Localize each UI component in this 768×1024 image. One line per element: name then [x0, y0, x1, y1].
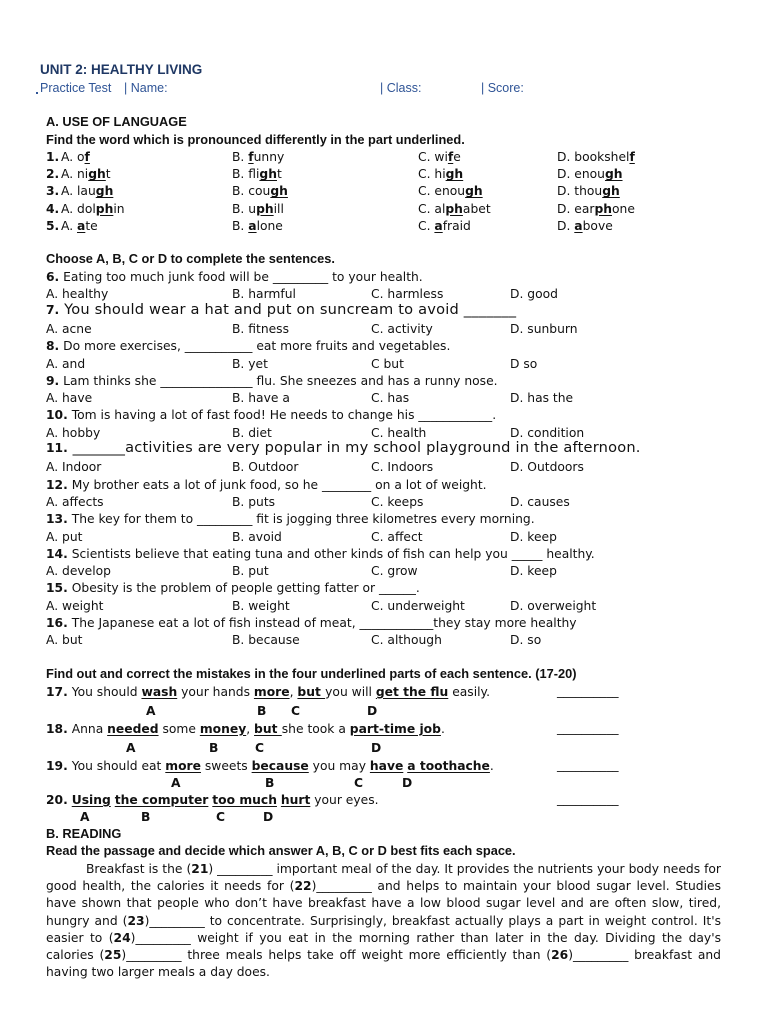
underlined-part: gh — [602, 184, 620, 199]
option-c: C. health — [371, 425, 427, 440]
underlined-part: gh — [88, 167, 106, 182]
option-text: abet — [462, 201, 491, 216]
answer-blank: __________ — [557, 758, 619, 772]
option-d: D. keep — [510, 529, 557, 544]
error-sentence — [46, 684, 490, 700]
letter-a: A — [126, 741, 136, 755]
underlined-part: more — [165, 759, 201, 773]
option-text: C. — [418, 218, 435, 233]
underlined-part: more — [253, 685, 290, 699]
question-number: 16. — [46, 616, 68, 630]
option-b: B. yet — [232, 356, 268, 371]
question-number: 15. — [46, 581, 68, 596]
option-a: A. weight — [46, 598, 104, 613]
sentence-text: . — [489, 759, 494, 773]
letter-c: C — [255, 741, 265, 755]
answer-blank: __________ — [557, 684, 619, 698]
option-c: C. harmless — [371, 287, 444, 302]
option-b — [232, 149, 284, 165]
option-a: A. hobby — [46, 425, 101, 440]
option-d: D. overweight — [510, 598, 597, 613]
option-text: A. o — [61, 150, 85, 164]
option-d: D. condition — [510, 425, 585, 440]
sentence-text: , — [246, 722, 255, 736]
option-text: A. — [61, 218, 78, 233]
score-label: | Score: — [481, 81, 524, 95]
option-a: A. but — [46, 633, 83, 648]
option-text: A. dol — [61, 201, 96, 216]
question-text: Obesity is the problem of people getting fatter or ______. — [67, 581, 420, 596]
option-a — [61, 166, 111, 182]
question-number: 4. — [46, 201, 60, 216]
underlined-part: a — [574, 218, 583, 233]
option-c: C. grow — [371, 564, 418, 579]
underlined-part: gh — [445, 167, 464, 182]
reading-passage — [46, 861, 721, 981]
option-text: D. — [557, 218, 575, 233]
blank-number: 22 — [294, 879, 312, 894]
question-stem — [46, 407, 496, 423]
underlined-part: a — [434, 218, 443, 233]
option-text: e — [453, 150, 461, 164]
passage-segment: )_________ and helps to maintain your blood sugar level. Studies have shown that people who don’t have breakfast have a low blood sugar level and are often slow, tired, hungry and ( — [46, 879, 721, 928]
passage-segment: )_________ breakfast and having two larger meals a day does. — [46, 948, 721, 980]
option-c: C. underweight — [371, 598, 465, 613]
sentence-text: you will — [325, 685, 376, 699]
unit-title: UNIT 2: HEALTHY LIVING — [40, 62, 203, 77]
letter-a: A — [171, 776, 181, 790]
question-stem — [46, 269, 423, 285]
option-text: t — [105, 167, 111, 182]
underlined-part: gh — [604, 167, 623, 182]
option-a: A. affects — [46, 494, 104, 509]
option-text: t — [276, 167, 282, 182]
option-b: B. fitness — [232, 321, 289, 336]
option-b: B. weight — [232, 598, 290, 613]
error-instruction: Find out and correct the mistakes in the four underlined parts of each sentence. (17-20) — [46, 666, 577, 681]
underlined-part: gh — [465, 184, 483, 199]
option-b — [232, 183, 288, 199]
underlined-part: too much — [212, 793, 277, 807]
practice-label: Practice Test — [40, 81, 112, 95]
question-number: 1. — [46, 150, 60, 164]
section-a-title: A. USE OF LANGUAGE — [46, 114, 187, 129]
name-label: | Name: — [124, 81, 168, 95]
option-c: C. has — [371, 391, 410, 406]
question-number: 17. — [46, 685, 68, 699]
underlined-part: f — [248, 150, 254, 164]
passage-text — [46, 861, 721, 981]
option-a — [61, 201, 125, 217]
question-number: 19. — [46, 759, 68, 773]
passage-segment: )_________ weight if you eat in the morning rather than later in the day. Dividing the day's calories ( — [46, 930, 721, 963]
question-number: 7. — [46, 302, 60, 317]
underlined-part: have — [369, 759, 404, 773]
sentence-text: sweets — [200, 759, 252, 773]
option-b — [232, 201, 284, 217]
letter-b: B — [257, 704, 267, 718]
option-c: C. activity — [371, 321, 433, 336]
question-stem — [46, 546, 595, 562]
passage-segment: )_________ to concentrate. Surprisingly, breakfast actually plays a part in weight control. It's easier to ( — [46, 913, 721, 945]
question-text: Eating too much junk food will be _________ to your health. — [59, 270, 423, 284]
option-text: C. enou — [418, 184, 466, 199]
option-text: B. fli — [232, 167, 260, 182]
option-b: B. puts — [232, 494, 276, 509]
question-number: 20. — [46, 793, 68, 807]
option-c — [418, 149, 461, 165]
blank-number: 25 — [104, 948, 122, 963]
option-text: D. enou — [557, 167, 605, 182]
option-a — [61, 218, 98, 234]
option-text: bove — [582, 218, 613, 233]
underlined-part: a — [248, 218, 257, 233]
option-text: lone — [256, 218, 283, 233]
class-label: | Class: — [380, 81, 422, 95]
question-text: Do more exercises, ___________ eat more fruits and vegetables. — [59, 339, 451, 354]
sentence-text: . — [440, 722, 445, 736]
option-c: C. Indoors — [371, 460, 434, 475]
blank-number: 24 — [113, 930, 131, 945]
letter-c: C — [216, 810, 226, 824]
question-number: 6. — [46, 270, 60, 284]
question-stem — [46, 511, 535, 527]
question-text: My brother eats a lot of junk food, so he ________ on a lot of weight. — [67, 477, 487, 492]
option-text: te — [85, 218, 98, 233]
underlined-part: a toothache — [407, 759, 490, 773]
option-d: D. so — [510, 633, 542, 648]
option-text: B. cou — [232, 184, 271, 199]
question-number: 13. — [46, 512, 68, 527]
option-text: A. ni — [61, 167, 89, 182]
underlined-part: ph — [95, 201, 114, 216]
option-b — [232, 218, 283, 234]
option-text: in — [113, 201, 125, 216]
sentence-text: she took a — [281, 722, 350, 736]
question-text: You should wear a hat and put on suncream to avoid _______ — [59, 300, 517, 318]
blank-number: 21 — [191, 862, 209, 876]
letter-a: A — [146, 704, 156, 718]
underlined-part: f — [447, 150, 454, 164]
sentence-text: your hands — [177, 685, 254, 699]
option-d: D. good — [510, 287, 558, 302]
option-text: fraid — [442, 218, 471, 233]
blank-number: 23 — [127, 913, 145, 928]
underlined-part: but — [297, 685, 326, 699]
option-text: unny — [253, 150, 285, 164]
underlined-part: get the flu — [375, 685, 449, 699]
sentence-text: You should — [67, 685, 142, 699]
option-d: D. sunburn — [510, 321, 578, 336]
letter-d: D — [263, 810, 274, 824]
sentence-text: easily. — [448, 685, 490, 699]
option-a — [61, 183, 113, 199]
option-text: B. — [232, 150, 249, 164]
option-d — [557, 166, 623, 182]
question-text: Scientists believe that eating tuna and other kinds of fish can help you _____ healthy. — [67, 546, 595, 561]
option-d: D. causes — [510, 494, 570, 509]
question-number: 5. — [46, 218, 60, 233]
sentence-text: Anna — [67, 722, 108, 736]
error-sentence — [46, 758, 494, 774]
reading-instruction: Read the passage and decide which answer A, B, C or D best fits each space. — [46, 843, 516, 858]
letter-b: B — [141, 810, 151, 824]
underlined-part: wash — [141, 685, 178, 699]
question-number: 9. — [46, 373, 60, 388]
question-stem — [46, 338, 450, 354]
underlined-part: f — [84, 150, 90, 164]
option-d: D. keep — [510, 564, 557, 579]
option-b: B. avoid — [232, 529, 282, 544]
sentence-text: some — [158, 722, 200, 736]
question-text: _______activities are very popular in my school playground in the afternoon. — [67, 439, 641, 456]
underlined-part: but — [254, 722, 282, 736]
underlined-part: ph — [256, 201, 274, 216]
question-number: 11. — [46, 441, 68, 455]
sentence-text: your eyes. — [310, 793, 379, 807]
question-number: 8. — [46, 339, 60, 354]
underlined-part: gh — [95, 184, 114, 199]
option-text: C. hi — [418, 167, 446, 182]
passage-segment: )_________ three meals helps take off weight more efficiently than ( — [121, 948, 552, 963]
option-c: C. keeps — [371, 494, 424, 509]
option-a: A. develop — [46, 564, 111, 579]
option-a: A. acne — [46, 321, 92, 336]
letter-b: B — [265, 776, 275, 790]
option-text: C. wi — [418, 150, 448, 164]
question-text: Lam thinks she _______________ flu. She sneezes and has a runny nose. — [59, 373, 498, 388]
option-c: C but — [371, 356, 404, 371]
option-a: A. and — [46, 356, 86, 371]
option-d: D. Outdoors — [510, 460, 584, 475]
answer-blank: __________ — [557, 721, 619, 735]
option-text: B. u — [232, 201, 257, 216]
question-stem — [46, 302, 516, 318]
option-text: D. bookshel — [557, 150, 630, 164]
letter-d: D — [367, 704, 378, 718]
option-b: B. Outdoor — [232, 460, 299, 475]
option-text: A. lau — [61, 184, 96, 199]
option-a: A. Indoor — [46, 460, 102, 475]
underlined-part: Using — [71, 793, 111, 807]
option-d: D. has the — [510, 391, 574, 406]
passage-segment: ) _________ important meal of the day. It provides the nutrients your body needs for good health, the calories it needs for ( — [46, 862, 721, 894]
question-stem — [46, 440, 641, 456]
option-a — [61, 149, 90, 165]
letter-a: A — [80, 810, 90, 824]
option-b: B. because — [232, 633, 300, 648]
option-d — [557, 201, 635, 217]
option-d — [557, 149, 635, 165]
question-number: 10. — [46, 408, 68, 423]
option-text: D. thou — [557, 184, 603, 199]
letter-c: C — [291, 704, 301, 718]
underlined-part: f — [629, 150, 635, 164]
question-number: 12. — [46, 477, 68, 492]
question-number: 3. — [46, 184, 60, 199]
question-stem — [46, 373, 498, 389]
question-text: The key for them to _________ fit is jogging three kilometres every morning. — [67, 512, 535, 527]
option-text: one — [612, 201, 635, 216]
underlined-part: a — [77, 218, 86, 233]
option-b: B. harmful — [232, 287, 296, 302]
underlined-part: part-time job — [349, 722, 441, 736]
underlined-part: gh — [270, 184, 288, 199]
letter-d: D — [371, 741, 382, 755]
option-c — [418, 183, 483, 199]
passage-segment: Breakfast is the ( — [86, 862, 192, 876]
question-stem — [46, 615, 577, 631]
option-text: B. — [232, 218, 249, 233]
question-number: 18. — [46, 722, 68, 736]
option-text: C. al — [418, 201, 446, 216]
mc-instruction: Choose A, B, C or D to complete the sentences. — [46, 251, 335, 266]
option-c — [418, 166, 463, 182]
underlined-part: hurt — [280, 793, 311, 807]
option-text: D. ear — [557, 201, 595, 216]
option-b: B. diet — [232, 425, 272, 440]
letter-d: D — [402, 776, 413, 790]
letter-b: B — [209, 741, 219, 755]
underlined-part: the computer — [114, 793, 209, 807]
sentence-text: You should eat — [67, 759, 166, 773]
option-a: A. healthy — [46, 287, 109, 302]
underlined-part: ph — [445, 201, 463, 216]
option-text: ill — [273, 201, 284, 216]
answer-blank: __________ — [557, 792, 619, 806]
option-a: A. put — [46, 529, 83, 544]
underlined-part: because — [251, 759, 309, 773]
option-c — [418, 218, 471, 234]
error-sentence — [46, 792, 379, 808]
option-d: D so — [510, 356, 538, 371]
option-a: A. have — [46, 391, 93, 406]
question-stem — [46, 477, 487, 493]
blank-number: 26 — [551, 948, 569, 963]
underlined-part: money — [199, 722, 247, 736]
error-sentence — [46, 721, 445, 737]
option-c: C. although — [371, 633, 442, 648]
option-b: B. put — [232, 564, 269, 579]
option-c: C. affect — [371, 529, 423, 544]
sentence-text: , — [289, 685, 298, 699]
option-d — [557, 218, 613, 234]
pronunciation-instruction: Find the word which is pronounced differently in the part underlined. — [46, 132, 465, 147]
sentence-text: you may — [308, 759, 370, 773]
question-stem — [46, 580, 420, 596]
bullet-dot — [36, 92, 38, 94]
section-b-title: B. READING — [46, 826, 122, 841]
option-b: B. have a — [232, 391, 290, 406]
underlined-part: gh — [259, 167, 277, 182]
option-c — [418, 201, 491, 217]
question-text: Tom is having a lot of fast food! He needs to change his ____________. — [67, 408, 497, 423]
option-b — [232, 166, 282, 182]
question-number: 2. — [46, 167, 60, 182]
question-number: 14. — [46, 546, 68, 561]
underlined-part: ph — [594, 201, 613, 216]
underlined-part: needed — [107, 722, 159, 736]
question-text: The Japanese eat a lot of fish instead of meat, ____________they stay more healthy — [67, 616, 577, 630]
option-d — [557, 183, 620, 199]
letter-c: C — [354, 776, 364, 790]
